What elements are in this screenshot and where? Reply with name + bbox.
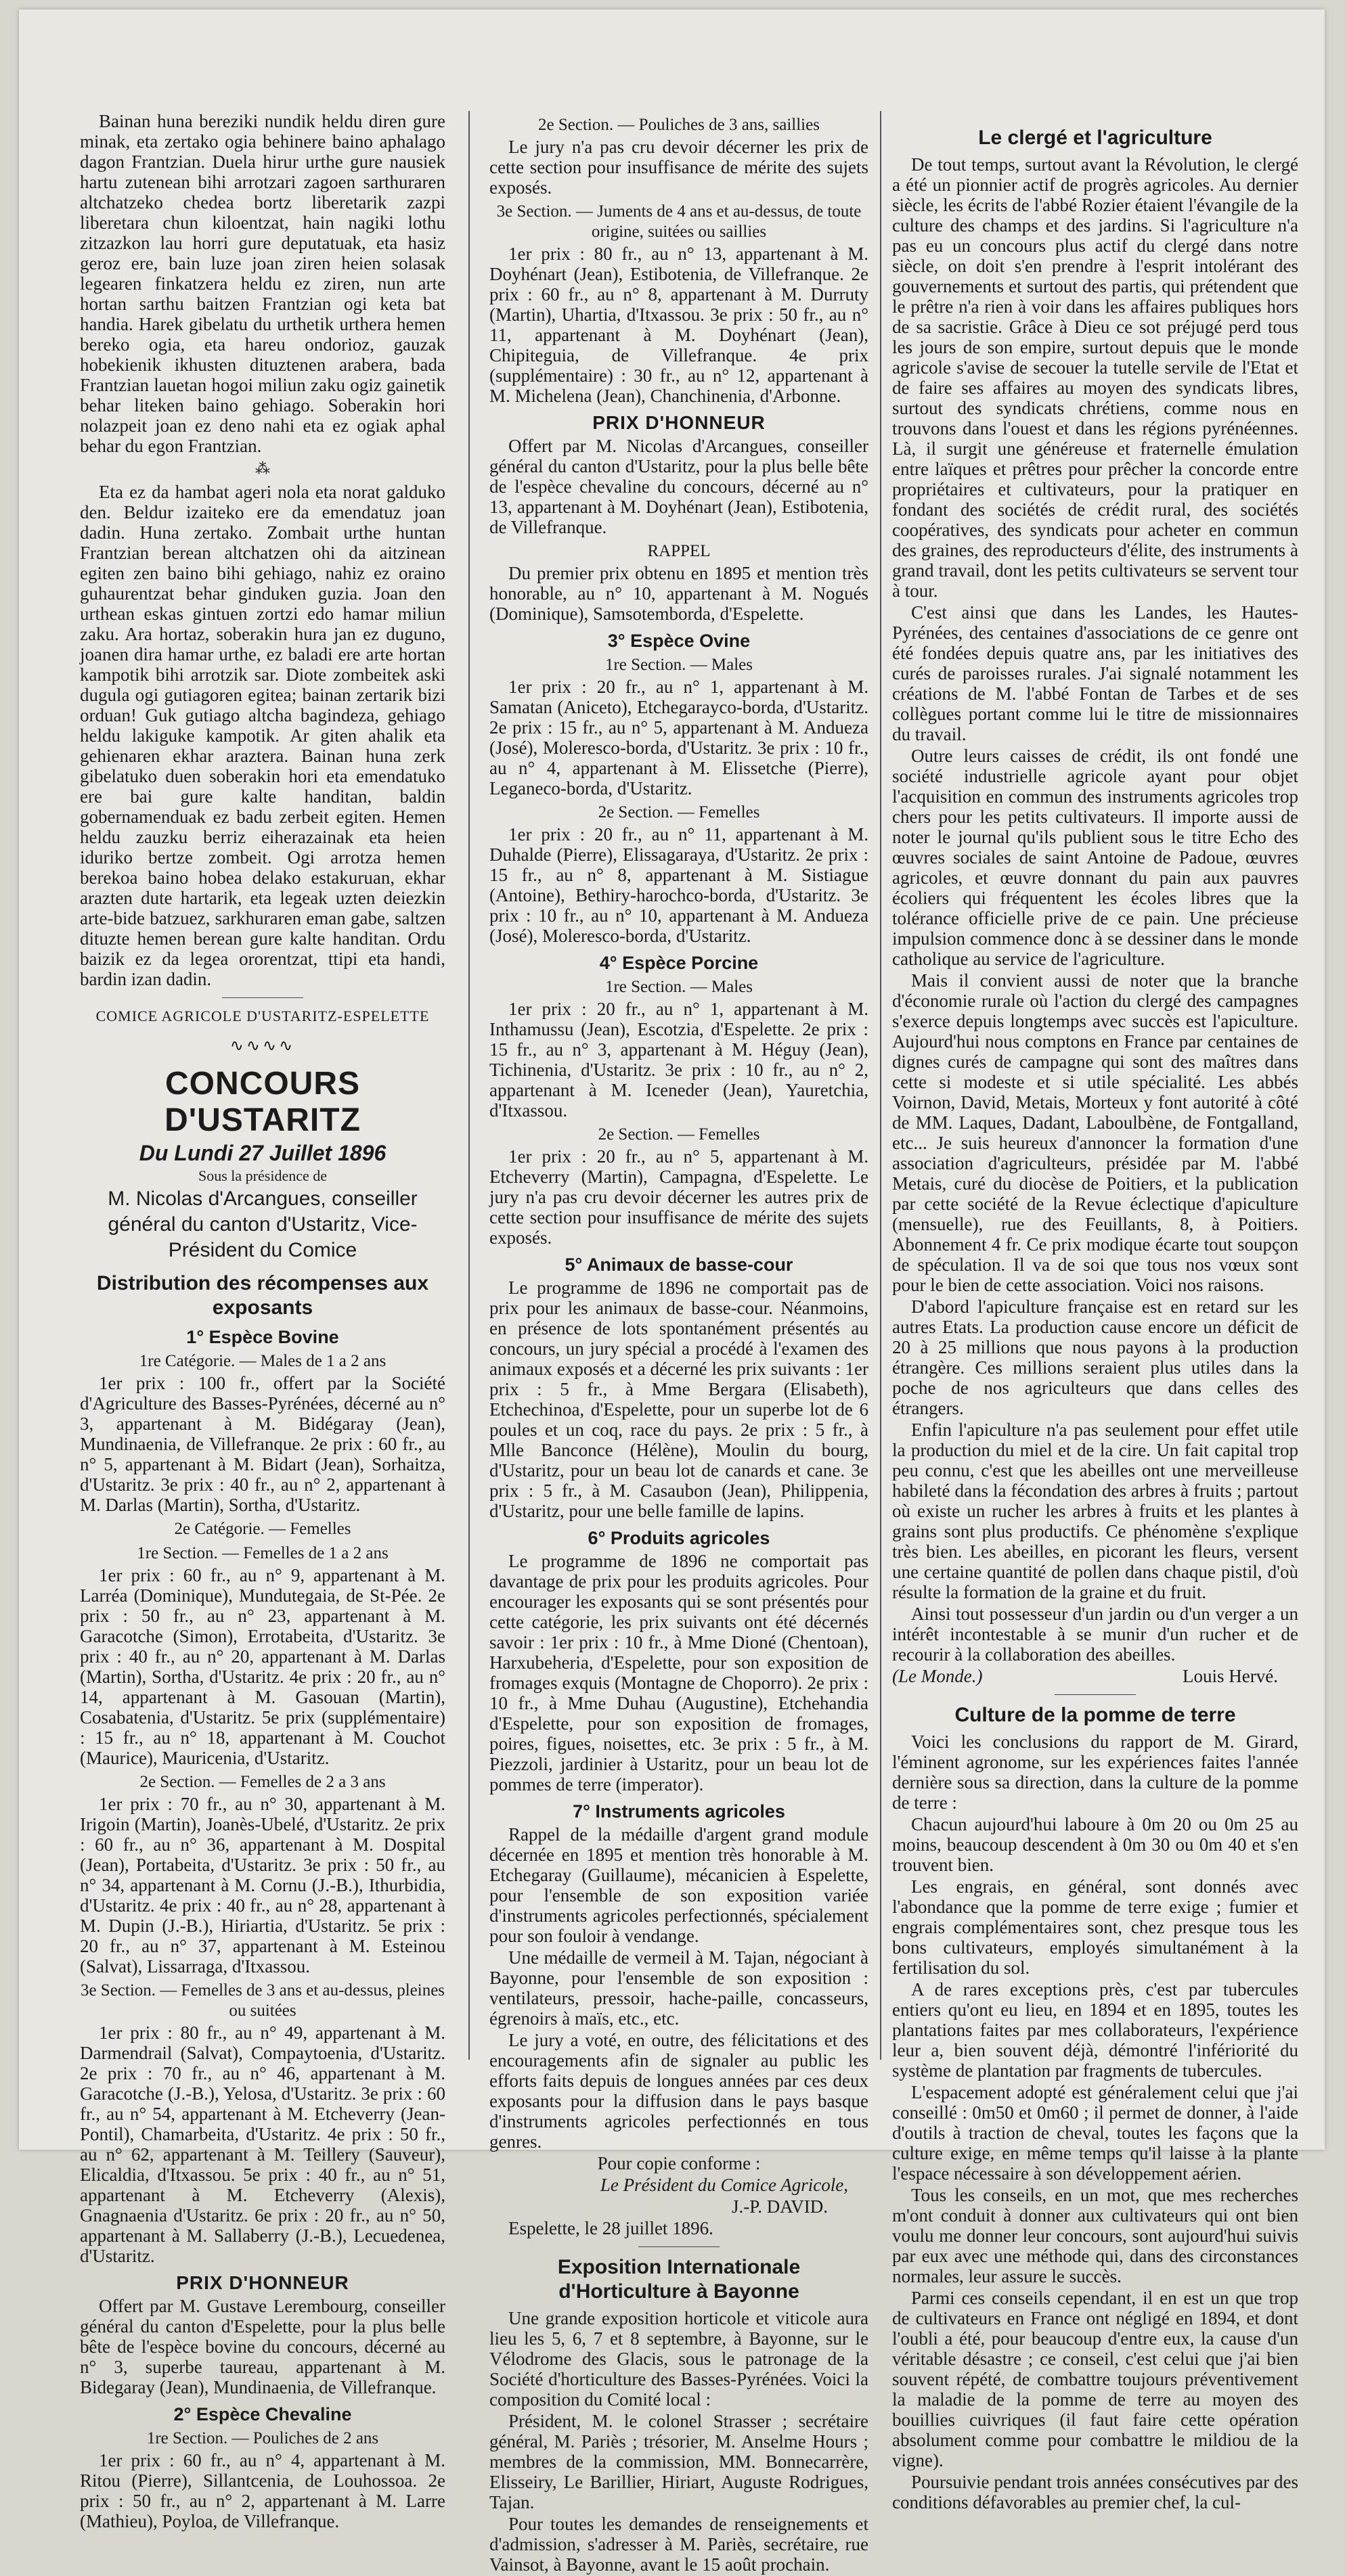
section-heading: 3e Section. — Femelles de 3 ans et au-dessus, pleines ou suitées (80, 1981, 445, 2020)
clerge-heading: Le clergé et l'agriculture (978, 127, 1212, 149)
article-byline (892, 1666, 1298, 1686)
basque-paragraph: Bainan huna bereziki nundik heldu diren gure minak, eta zertako ogia behinere baino aphalago dagon Frantzian. Duela hirur urthe gure nausiek hartu zutenean bihi arrotzari zagoen sarthuraren altchatzeko chedea bortz liberetarik zazpi liberetara chun kiloentzat, hain nagiki lothu zitzazkon lau horri gure deputatuak, eta hasiz geroz ere, bain luze joan ziren heien solasak legearen finkatzera heldu ez ziren, nun arte hortan sarthu baitzen Frantzian ogi keta bat handia. Harek gibelatu du urthetik urthera hemen bereko ogia, eta hareu ondorioz, gauzak hobekienik ikhusten dituztenen arabera, bada Frantzian lauetan hogoi miliun zaku ogiz gainetik behar liteken baino gehiago. Soberakin hori nolazpeit joan ez deno nahi eta ez ogiak aphal behar du egon Frantzian. (80, 111, 445, 456)
column-2 (489, 111, 868, 2576)
section-heading: 2e Section. — Femelles (598, 803, 760, 821)
article-paragraph: Chacun aujourd'hui laboure à 0m 20 ou 0m 25 au moins, beaucoup descendent à 0m 30 ou 0m 40 et s'en trouvent bien. (892, 1814, 1298, 1875)
distribution-heading: Distribution des récompenses aux exposants (96, 1272, 429, 1319)
article-paragraph: Pour toutes les demandes de renseignements et d'admission, s'adresser à M. Pariès, secrétaire, rue Vainsot, à Bayonne, avant le 15 août prochain. (489, 2514, 868, 2575)
prize-text: Rappel de la médaille d'argent grand module décernée en 1895 et mention très honorable à M. Etchegaray (Guillaume), mécanicien à Espelette, pour l'ensemble de son exposition variée d'instruments agricoles perfectionnés, spécialement pour son fouloir à vendange. (489, 1824, 868, 1946)
article-source: (Le Monde.) (892, 1666, 983, 1686)
divider (1055, 1694, 1136, 1695)
espece-heading: 3° Espèce Ovine (607, 631, 751, 651)
divider (222, 997, 303, 998)
article-paragraph: Les engrais, en général, sont donnés avec l'abondance que la pomme de terre exige ; fumier et engrais complémentaires sont, chez presque tous les bons cultivateurs, employés simultanément à la fertilisation du sol. (892, 1876, 1298, 1978)
article-paragraph: Outre leurs caisses de crédit, ils ont fondé une société industrielle agricole ayant pour objet l'acquisition en commun des instruments agricoles trop chers pour les petits cultivateurs. Il importe aussi de noter le journal qu'ils publient sous le titre Echo des œuvres sociales de saint Antoine de Padoue, œuvres agricoles, et œuvre donnant du pain aux pauvres écoliers qui fréquentent les écoles libres que la tolérance officielle prive de ce pain. Une précieuse impulsion commence donc à se dessiner dans le monde catholique au service de l'agriculture. (892, 746, 1298, 969)
prize-list: Le programme de 1896 ne comportait pas davantage de prix pour les produits agricoles. Pour encourager les exposants qui se sont présentés pour cette catégorie, les prix suivants ont été décernés savoir : 1er prix : 10 fr., à Mme Dioné (Chentoan), Harxubeheria, d'Espelette, pour son exposition de fromages exquis (Montagne de Choporro). 2e prix : 10 fr., à Mme Duhau (Augustine), Etchehandia d'Espelette, pour son exposition de fromages, poires, figues, noisettes, etc. 3e prix : 5 fr., à M. Piezzoli, jardinier à Ustaritz, pour un beau lot de pommes de terre (imperator). (489, 1551, 868, 1794)
article-paragraph: Une grande exposition horticole et viticole aura lieu les 5, 6, 7 et 8 septembre, à Bayonne, sur le Vélodrome des Glacis, sous le patronage de la Société d'horticulture des Basses-Pyrénées. Voici la composition du Comité local : (489, 2308, 868, 2410)
espece-heading: 1° Espèce Bovine (186, 1327, 339, 1347)
article-paragraph: C'est ainsi que dans les Landes, les Hautes-Pyrénées, des centaines d'associations de ce genre ont été fondées depuis quatre ans, par les initiatives des curés de paroisses rurales. J'ai signalé notamment les créations de M. l'abbé Fontan de Tarbes et de ses collègues portant comme lui le titre de missionnaires du travail. (892, 602, 1298, 744)
signature-name: J.-P. DAVID. (731, 2196, 828, 2217)
prize-text: Le jury n'a pas cru devoir décerner les prix de cette section pour insuffisance de mérite des sujets exposés. (489, 137, 868, 198)
presidence-label: Sous la présidence de (198, 1167, 327, 1184)
prize-list: 1er prix : 80 fr., au n° 13, appartenant à M. Doyhénart (Jean), Estibotenia, de Villefranque. 2e prix : 60 fr., au n° 8, appartenant à M. Durruty (Martin), Uhartia, d'Itxassou. 3e prix : 50 fr., au n° 11, appartenant à M. Doyhénart (Jean), Chipiteguia, de Villefranque. 4e prix (supplémentaire) : 30 fr., au n° 12, appartenant à M. Michelena (Jean), Chanchinenia, d'Arbonne. (489, 244, 868, 406)
column-1 (80, 111, 445, 2533)
article-paragraph: A de rares exceptions près, c'est par tubercules entiers qu'ont eu lieu, en 1894 et en 1895, toutes les plantations faites par mes collaborateurs, l'expérience leur a, bien souvent déjà, démontré l'infériorité du système de plantation par fragments de tubercules. (892, 1979, 1298, 2081)
section-heading: 2e Section. — Pouliches de 3 ans, saillies (538, 116, 820, 134)
divider (638, 2246, 720, 2247)
ornament-asterism: ⁂ (255, 460, 270, 477)
article-paragraph: De tout temps, surtout avant la Révolution, le clergé a été un pionnier actif de progrès agricoles. Au dernier siècle, les écrits de l'abbé Rozier étaient l'évangile de la culture des champs et des jardins. Si l'agriculture n'a pas eu un concours plus actif du clergé dans notre siècle, on doit s'en prendre à l'esprit intolérant des gouvernements et surtout des partis, qui prétendent que le prêtre n'a rien à voir dans les affaires publiques hors de sa sacristie. Grâce à Dieu ce sot préjugé perd tous les jours de son empire, surtout depuis que le monde agricole s'avise de secouer la tutelle servile de l'Etat et de faire ses affaires au moyen des syndicats libres, surtout des syndicats chrétiens, comme nous en trouvons dans l'ouest et dans les régions pyrénéennes. Là, il surgit une généreuse et fraternelle émulation entre laïques et prêtres pour prêcher la concorde entre propriétaires et cultivateurs, pour la pratiquer en fondant des sociétés de crédit rural, des sociétés coopératives, des syndicats pour acheter en commun des graines, des reproducteurs d'élite, des instruments à grand travail, dont les petits cultivateurs se servent tour à tour. (892, 154, 1298, 601)
place-date: Espelette, le 28 juillet 1896. (508, 2218, 713, 2238)
section-heading: 3e Section. — Juments de 4 ans et au-dessus, de toute origine, suitées ou saillies (496, 202, 862, 241)
prize-text: Le jury a voté, en outre, des félicitations et des encouragements afin de signaler au public les efforts faits depuis de longues années par ces deux exposants pour la diffusion dans le pays basque d'instruments agricoles perfectionnés en tous genres. (489, 2030, 868, 2152)
pomme-heading: Culture de la pomme de terre (954, 1704, 1236, 1726)
section-heading: 2e Section. — Femelles de 2 a 3 ans (139, 1773, 386, 1791)
prize-text: Offert par M. Gustave Lerembourg, conseiller général du canton d'Espelette, pour la plus belle bête de l'espèce bovine du concours, décerné au n° 3, superbe taureau, appartenant à M. Bidegaray (Jean), Mundinaenia, de Villefranque. (80, 2296, 445, 2397)
rappel-heading: RAPPEL (647, 542, 711, 560)
concours-date: Du Lundi 27 Juillet 1896 (139, 1141, 387, 1165)
section-heading: 1re Section. — Males (604, 978, 753, 996)
section-heading: 2e Section. — Femelles (598, 1125, 760, 1144)
column-rule (880, 111, 881, 2060)
column-rule (468, 111, 470, 2060)
section-heading: 1re Section. — Femelles de 1 a 2 ans (137, 1544, 389, 1562)
prize-list: 1er prix : 80 fr., au n° 49, appartenant à M. Darmendrail (Salvat), Compaytoenia, d'Ustaritz. 2e prix : 70 fr., au n° 46, appartenant à M. Garacotche (J.-B.), Yelosa, d'Ustaritz. 3e prix : 60 fr., au n° 54, appartenant à M. Etcheverry (Jean-Pontil), Chamarbeita, d'Ustaritz. 4e prix : 50 fr., au n° 62, appartenant à M. Teillery (Sauveur), Elicaldia, d'Itxassou. 5e prix : 40 fr., au n° 51, appartenant à M. Etcheverry (Alexis), Gnagnaenia d'Ustaritz. 6e prix : 20 fr., au n° 50, appartenant à M. Sallaberry (J.-B.), Lecuedenea, d'Ustaritz. (80, 2023, 445, 2266)
prize-list: Le programme de 1896 ne comportait pas de prix pour les animaux de basse-cour. Néanmoins, en présence de lots spontanément présentés au concours, un jury spécial a procédé à l'examen des animaux exposés et a décerné les prix suivants : 1er prix : 5 fr., à Mme Bergara (Elisabeth), Etchechinoa, d'Espelette, pour un superbe lot de 6 poules et un coq, race du pays. 2e prix : 5 fr., à Mlle Banconce (Hélène), Moulin du bourg, d'Ustaritz, pour un beau lot de canards et cane. 3e prix : 5 fr., à M. Casaubon (Jean), Philippenia, d'Ustaritz, pour une belle famille de lapins. (489, 1278, 868, 1521)
espece-heading: 2° Espèce Chevaline (173, 2404, 352, 2424)
espece-heading: 4° Espèce Porcine (599, 953, 759, 973)
category-heading: 1re Catégorie. — Males de 1 a 2 ans (139, 1352, 387, 1370)
article-author: Louis Hervé. (1183, 1666, 1278, 1686)
newspaper-page (19, 9, 1325, 2575)
section-heading: 1re Section. — Males (604, 656, 753, 674)
espece-heading: 7° Instruments agricoles (573, 1801, 785, 1822)
prize-text: Une médaille de vermeil à M. Tajan, négociant à Bayonne, pour l'ensemble de son exposition : ventilateurs, pressoir, hache-paille, concasseurs, égrenoirs à maïs, etc., etc. (489, 1947, 868, 2029)
section-heading: 1re Section. — Pouliches de 2 ans (146, 2429, 379, 2447)
article-paragraph: Tous les conseils, en un mot, que mes recherches m'ont conduit à donner aux cultivateurs qui ont bien voulu me donner leur concours, sont aujourd'hui suivis par eux avec une méthode qui, dans des circonstances normales, leur assure le succès. (892, 2185, 1298, 2286)
basque-paragraph: Eta ez da hambat ageri nola eta norat galduko den. Beldur izaiteko ere da emendatuz joan dadin. Huna zertako. Zombait urthe huntan Frantzian berean altchatzen ohi da aitzinean egiten zen baino bihi gehiago, nahiz ez oraino guhaurentzat behar ginduken guzia. Joan den urthean eskas gintuen zortzi edo hamar miliun zaku. Ara hortaz, soberakin hura jan ez duguno, joanen dira hamar urthe, ez baladi ere arte hortan kampotik bihi arrotzik sar. Diote zombeitek aski dugula ogi gutiagoren egitea; bainan zertarik bizi orduan! Guk gutiago altcha bagindeza, gehiago heldu lakiguke kampotik. Ar giten ahalik eta gehienaren ekhar araztera. Bainan huna zerk gibelatuko duen soberakin hori eta emendatuko ere bai gure kalte handitan, baldin gobernamenduak ez badu zerbeit egiten. Hemen heldu zauzku berriz eiherazainak eta heien iduriko bertze zombeit. Ogi arrotza hemen berekoa baino hobea delako estakuruan, ekhar arazten dute hartarik, eta legeak uzten deiezkin arte-bide batzuez, sarkhuraren eman gabe, saltzen dituzte hemen berean gure kalte handitan. Ordu baizik ez da legea ororentzat, ttipi eta handi, bardin izan dadin. (80, 482, 445, 989)
espece-heading: 6° Produits agricoles (588, 1528, 770, 1548)
prize-list: 1er prix : 70 fr., au n° 30, appartenant à M. Irigoin (Martin), Joanès-Ubelé, d'Ustaritz. 2e prix : 60 fr., au n° 36, appartenant à M. Dospital (Jean), Portabeita, d'Ustaritz. 3e prix : 50 fr., au n° 34, appartenant à M. Cornu (J.-B.), Ithurbidia, d'Ustaritz. 4e prix : 40 fr., au n° 28, appartenant à M. Dupin (J.-B.), Hiriartia, d'Ustaritz. 5e prix : 20 fr., au n° 37, appartenant à M. Esteinou (Salvat), Lissarraga, d'Itxassou. (80, 1794, 445, 1976)
article-paragraph: D'abord l'apiculture française est en retard sur les autres Etats. La production cause encore un déficit de 20 à 25 millions que nous payons à la production étrangère. Ces millions seraient plus utiles dans la poche de nos agriculteurs que dans celles des étrangers. (892, 1296, 1298, 1418)
article-paragraph: Voici les conclusions du rapport de M. Girard, l'éminent agronome, sur les expériences faites l'année dernière sous sa direction, dans la culture de la pomme de terre : (892, 1732, 1298, 1813)
prize-list: 1er prix : 60 fr., au n° 4, appartenant à M. Ritou (Pierre), Sillantcenia, de Louhossoa. 2e prix : 50 fr., au n° 2, appartenant à M. Larre (Mathieu), Poyloa, de Villefranque. (80, 2450, 445, 2531)
article-paragraph: Enfin l'apiculture n'a pas seulement pour effet utile la production du miel et de la cire. Un fait capital trop peu connu, c'est que les abeilles ont une merveilleuse habileté dans la fécondation des arbres à fruits ; partout où existe un rucher les arbres à fruits et les plantes à grains sont plus productifs. Ce phénomène s'explique très bien. Les abeilles, en picorant les fleurs, versent une certaine quantité de pollen dans chaque pistil, d'où résulte la formation de la graine et du fruit. (892, 1420, 1298, 1602)
prix-honneur-heading: PRIX D'HONNEUR (176, 2272, 349, 2293)
president-name: M. Nicolas d'Arcangues, conseiller général du canton d'Ustaritz, Vice-Président du Comice (108, 1188, 418, 1261)
signature-title: Le Président du Comice Agricole, (600, 2175, 848, 2195)
prix-honneur-heading: PRIX D'HONNEUR (592, 412, 766, 433)
prize-text: Offert par M. Nicolas d'Arcangues, conseiller général du canton d'Ustaritz, pour la plus belle bête de l'espèce chevaline du concours, décerné au n° 13, appartenant à M. Doyhénart (Jean), Estibotenia, de Villefranque. (489, 436, 868, 537)
article-paragraph: L'espacement adopté est généralement celui que j'ai conseillé : 0m50 et 0m60 ; il permet de donner, à l'aide d'outils à traction de cheval, toutes les façons que la culture exige, en même temps qu'il laisse à la plante l'espace nécessaire à son développement aérien. (892, 2082, 1298, 2184)
article-paragraph: Parmi ces conseils cependant, il en est un que trop de cultivateurs en France ont négligé en 1894, et dont l'oubli a été, pour beaucoup d'entre eux, la cause d'un véritable désastre ; ce conseil, c'est celui que j'ai bien souvent répété, de combattre toujours préventivement la maladie de la pomme de terre au moyen des bouillies cuivriques (il faut faire cette opération absolument comme pour combattre le mildiou de la vigne). (892, 2288, 1298, 2470)
article-paragraph: Poursuivie pendant trois années consécutives par des conditions défavorables au premier chef, la cul- (892, 2472, 1298, 2512)
prize-list: 1er prix : 20 fr., au n° 1, appartenant à M. Samatan (Aniceto), Etchegarayco-borda, d'Ustaritz. 2e prix : 15 fr., au n° 5, appartenant à M. Andueza (José), Moleresco-borda, d'Ustaritz. 3e prix : 10 fr., au n° 4, appartenant à M. Elissetche (Pierre), Leganeco-borda, d'Ustaritz. (489, 677, 868, 798)
prize-list: 1er prix : 60 fr., au n° 9, appartenant à M. Larréa (Dominique), Mundutegaia, de St-Pée. 2e prix : 50 fr., au n° 23, appartenant à M. Garacotche (Simon), Errotabeita, d'Ustaritz. 3e prix : 40 fr., au n° 20, appartenant à M. Darlas (Martin), Sortha, d'Ustaritz. 4e prix : 20 fr., au n° 14, appartenant à M. Gasouan (Martin), Cosabatenia, d'Ustaritz. 5e prix (supplémentaire) : 15 fr., au n° 18, appartenant à M. Couchot (Maurice), Mauricenia, d'Ustaritz. (80, 1565, 445, 1768)
concours-title: CONCOURS D'USTARITZ (164, 1066, 361, 1138)
copie-label: Pour copie conforme : (597, 2153, 761, 2173)
wave-divider: ∿∿∿∿ (229, 1037, 296, 1055)
comice-heading: COMICE AGRICOLE D'USTARITZ-ESPELETTE (95, 1008, 430, 1024)
prize-list: 1er prix : 20 fr., au n° 5, appartenant à M. Etcheverry (Martin), Campagna, d'Espelette. Le jury n'a pas cru devoir décerner les autres prix de cette section pour insuffisance de mérite des sujets exposés. (489, 1146, 868, 1248)
prize-list: 1er prix : 20 fr., au n° 1, appartenant à M. Inthamussu (Jean), Escotzia, d'Espelette. 2e prix : 15 fr., au n° 3, appartenant à M. Héguy (Jean), Tichinenia, d'Ustaritz. 3e prix : 10 fr., au n° 2, appartenant à M. Iceneder (Jean), Yauretchia, d'Itxassou. (489, 999, 868, 1121)
espece-heading: 5° Animaux de basse-cour (565, 1255, 793, 1275)
prize-list: 1er prix : 20 fr., au n° 11, appartenant à M. Duhalde (Pierre), Elissagaraya, d'Ustaritz. 2e prix : 15 fr., au n° 8, appartenant à M. Sistiague (Antoine), Bethiry-harochco-borda, d'Ustaritz. 3e prix : 10 fr., au n° 10, appartenant à M. Andueza (José), Moleresco-borda, d'Ustaritz. (489, 824, 868, 946)
prize-text: Du premier prix obtenu en 1895 et mention très honorable, au n° 10, appartenant à M. Nogués (Dominique), Samsotemborda, d'Espelette. (489, 563, 868, 624)
article-paragraph: Ainsi tout possesseur d'un jardin ou d'un verger a un intérêt incontestable à se munir d'un rucher et de recourir à la collaboration des abeilles. (892, 1604, 1298, 1665)
column-3 (892, 118, 1298, 2514)
article-paragraph: Président, M. le colonel Strasser ; secrétaire général, M. Pariès ; trésorier, M. Anselme Hours ; membres de la commission, MM. Bonnecarrère, Elisseiry, Le Barillier, Hiriart, Auguste Rodrigues, Tajan. (489, 2411, 868, 2512)
category-heading: 2e Catégorie. — Femelles (174, 1520, 351, 1538)
exposition-heading: Exposition Internationale d'Horticulture à Bayonne (557, 2256, 801, 2303)
prize-list: 1er prix : 100 fr., offert par la Société d'Agriculture des Basses-Pyrénées, décerné au n° 3, appartenant à M. Bidégaray (Jean), Mundinaenia, de Villefranque. 2e prix : 60 fr., au n° 5, appartenant à M. Bidart (Jean), Sorhaitza, d'Ustaritz. 3e prix : 40 fr., au n° 2, appartenant à M. Darlas (Martin), Sortha, d'Ustaritz. (80, 1373, 445, 1515)
article-paragraph: Mais il convient aussi de noter que la branche d'économie rurale où l'action du clergé des campagnes s'exerce depuis longtemps avec succès est l'apiculture. Aujourd'hui nous comptons en France par centaines de dignes curés de campagne qui sont des maîtres dans cette si modeste et si utile spécialité. Les abbés Voirnon, David, Metais, Morteux y font autorité à côté de MM. Laques, Dadant, Laboulbène, de Fontgalland, etc... Je suis heureux d'annoncer la formation d'une association d'agriculteurs, présidée par M. l'abbé Metais, curé du diocèse de Poitiers, et la publication par cette société de la Revue éclectique d'apiculture (mensuelle), rue des Feuillants, 8, à Poitiers. Abonnement 4 fr. Ce prix modique écarte tout soupçon de spéculation. Il va de soi que tous nos vœux sont pour le bien de cette association. Voici nos raisons. (892, 970, 1298, 1295)
